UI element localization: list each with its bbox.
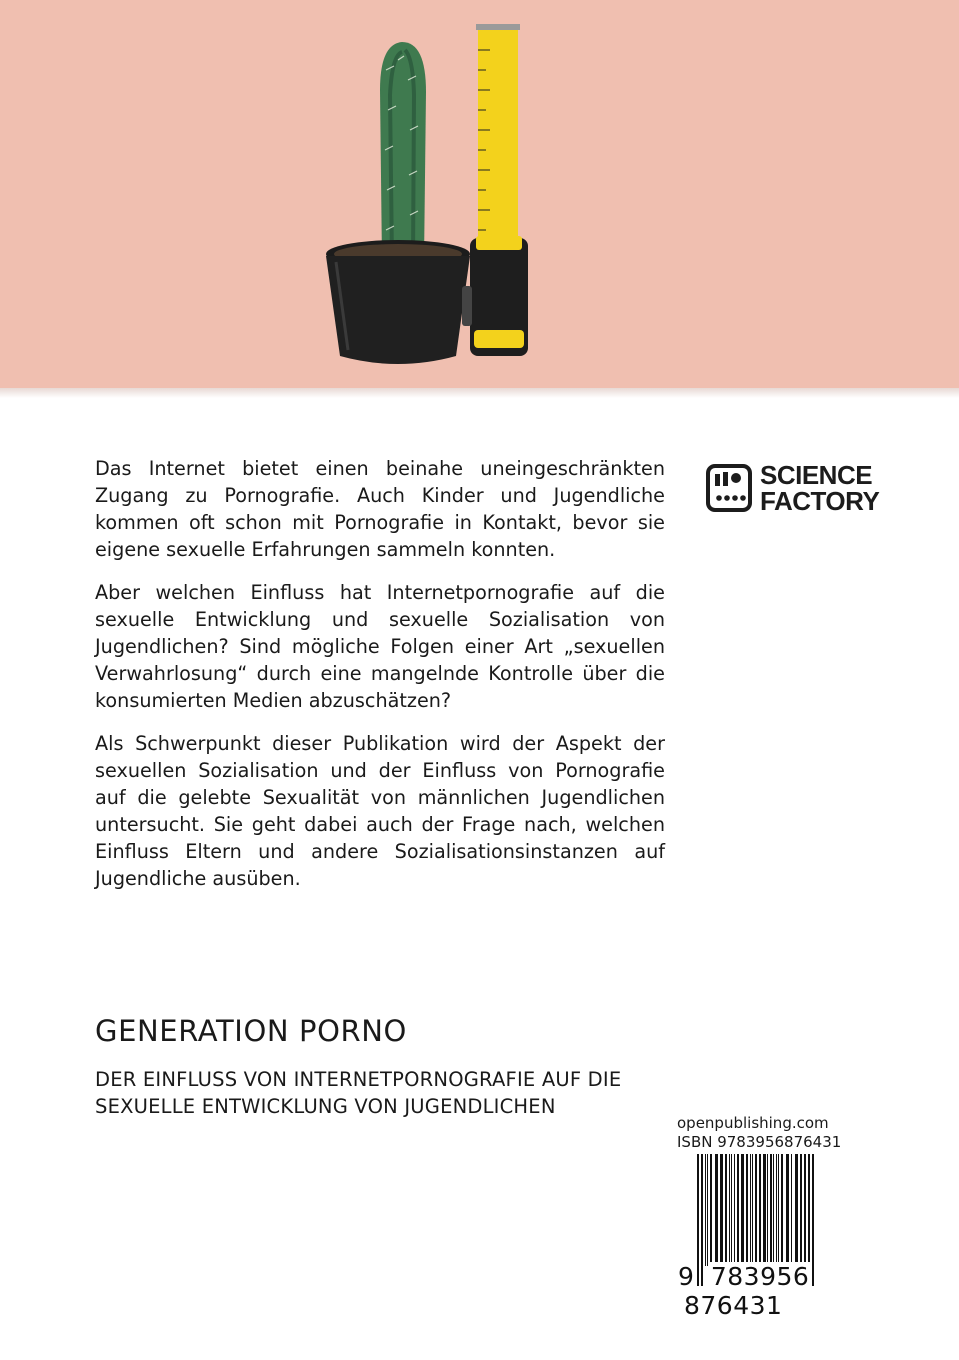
barcode-bar — [795, 1154, 798, 1266]
book-subtitle-line-2: SEXUELLE ENTWICKLUNG VON JUGENDLICHEN — [95, 1095, 556, 1118]
barcode-bar — [791, 1154, 792, 1266]
barcode-bar — [720, 1154, 723, 1266]
barcode-bar — [715, 1154, 718, 1266]
barcode-bar — [773, 1154, 774, 1266]
barcode-bar — [804, 1154, 806, 1266]
blurb — [95, 455, 665, 908]
barcode-bar — [710, 1154, 712, 1266]
barcode-bar — [770, 1154, 772, 1266]
barcode-group-1: 783956 — [710, 1262, 810, 1291]
barcode-bar — [776, 1154, 777, 1266]
barcode-bar — [778, 1154, 779, 1266]
flower-pot — [326, 240, 470, 364]
cactus-tape-measure-illustration — [0, 0, 959, 392]
publisher-logo — [706, 460, 880, 520]
barcode-bar — [741, 1154, 744, 1266]
barcode-bar — [705, 1154, 706, 1266]
barcode-bar — [746, 1154, 748, 1266]
isbn-label: ISBN 9783956876431 — [677, 1133, 842, 1151]
blurb-paragraph-2: Aber welchen Einfluss hat Internetpornografie auf die sexuelle Entwicklung und sexuelle Sozialisation von Jugendlichen? Sind mögliche Folgen einer Art „sexuellen Verwahrlosung“ durch eine mangelnde Kontrolle über die konsumierten Medien abzuschätzen? — [95, 581, 665, 712]
barcode-bar — [734, 1154, 735, 1266]
barcode-bar — [763, 1154, 766, 1266]
barcode-bar — [737, 1154, 739, 1266]
barcode-bar — [786, 1154, 789, 1266]
blurb-paragraph-3: Als Schwerpunkt dieser Publikation wird der Aspekt der sexuellen Sozialisation und der Einfluss von Pornografie auf die gelebte Sexualität von männlichen Jugendlichen untersucht. Sie geht dabei auch der Frage nach, welchen Einfluss Eltern und andere Sozialisationsinstanzen auf Jugendliche ausüben. — [95, 732, 665, 890]
barcode-bar — [750, 1154, 751, 1266]
barcode-prefix-digit: 9 — [678, 1262, 695, 1291]
barcode-bar — [781, 1154, 783, 1266]
cover-photo-shadow — [0, 388, 959, 398]
tape-measure — [462, 24, 528, 356]
book-subtitle-line-1: DER EINFLUSS VON INTERNETPORNOGRAFIE AUF DIE — [95, 1068, 622, 1091]
book-subtitle — [95, 1066, 695, 1120]
publisher-website: openpublishing.com — [677, 1114, 829, 1132]
barcode-digits — [677, 1262, 901, 1320]
barcode-bar — [707, 1154, 708, 1266]
barcode-bar — [729, 1154, 730, 1266]
cover-photo — [0, 0, 959, 392]
science-factory-logo-icon — [706, 464, 752, 512]
logo-text-line-2: FACTORY — [760, 486, 880, 516]
book-title: GENERATION PORNO — [95, 1014, 407, 1048]
barcode-group-2: 876431 — [684, 1291, 783, 1320]
logo-text-line-1: SCIENCE — [760, 460, 873, 490]
cactus — [380, 42, 426, 262]
barcode-bar — [767, 1154, 768, 1266]
barcode-bar — [731, 1154, 732, 1266]
barcode-bar — [800, 1154, 802, 1266]
blurb-paragraph-1: Das Internet bietet einen beinahe uneingeschränkten Zugang zu Pornografie. Auch Kinder und Jugendliche kommen oft schon mit Pornografie in Kontakt, bevor sie eigene sexuelle Erfahrungen sammeln konnten. — [95, 457, 665, 561]
barcode-bar — [725, 1154, 727, 1266]
barcode-bar — [752, 1154, 753, 1266]
